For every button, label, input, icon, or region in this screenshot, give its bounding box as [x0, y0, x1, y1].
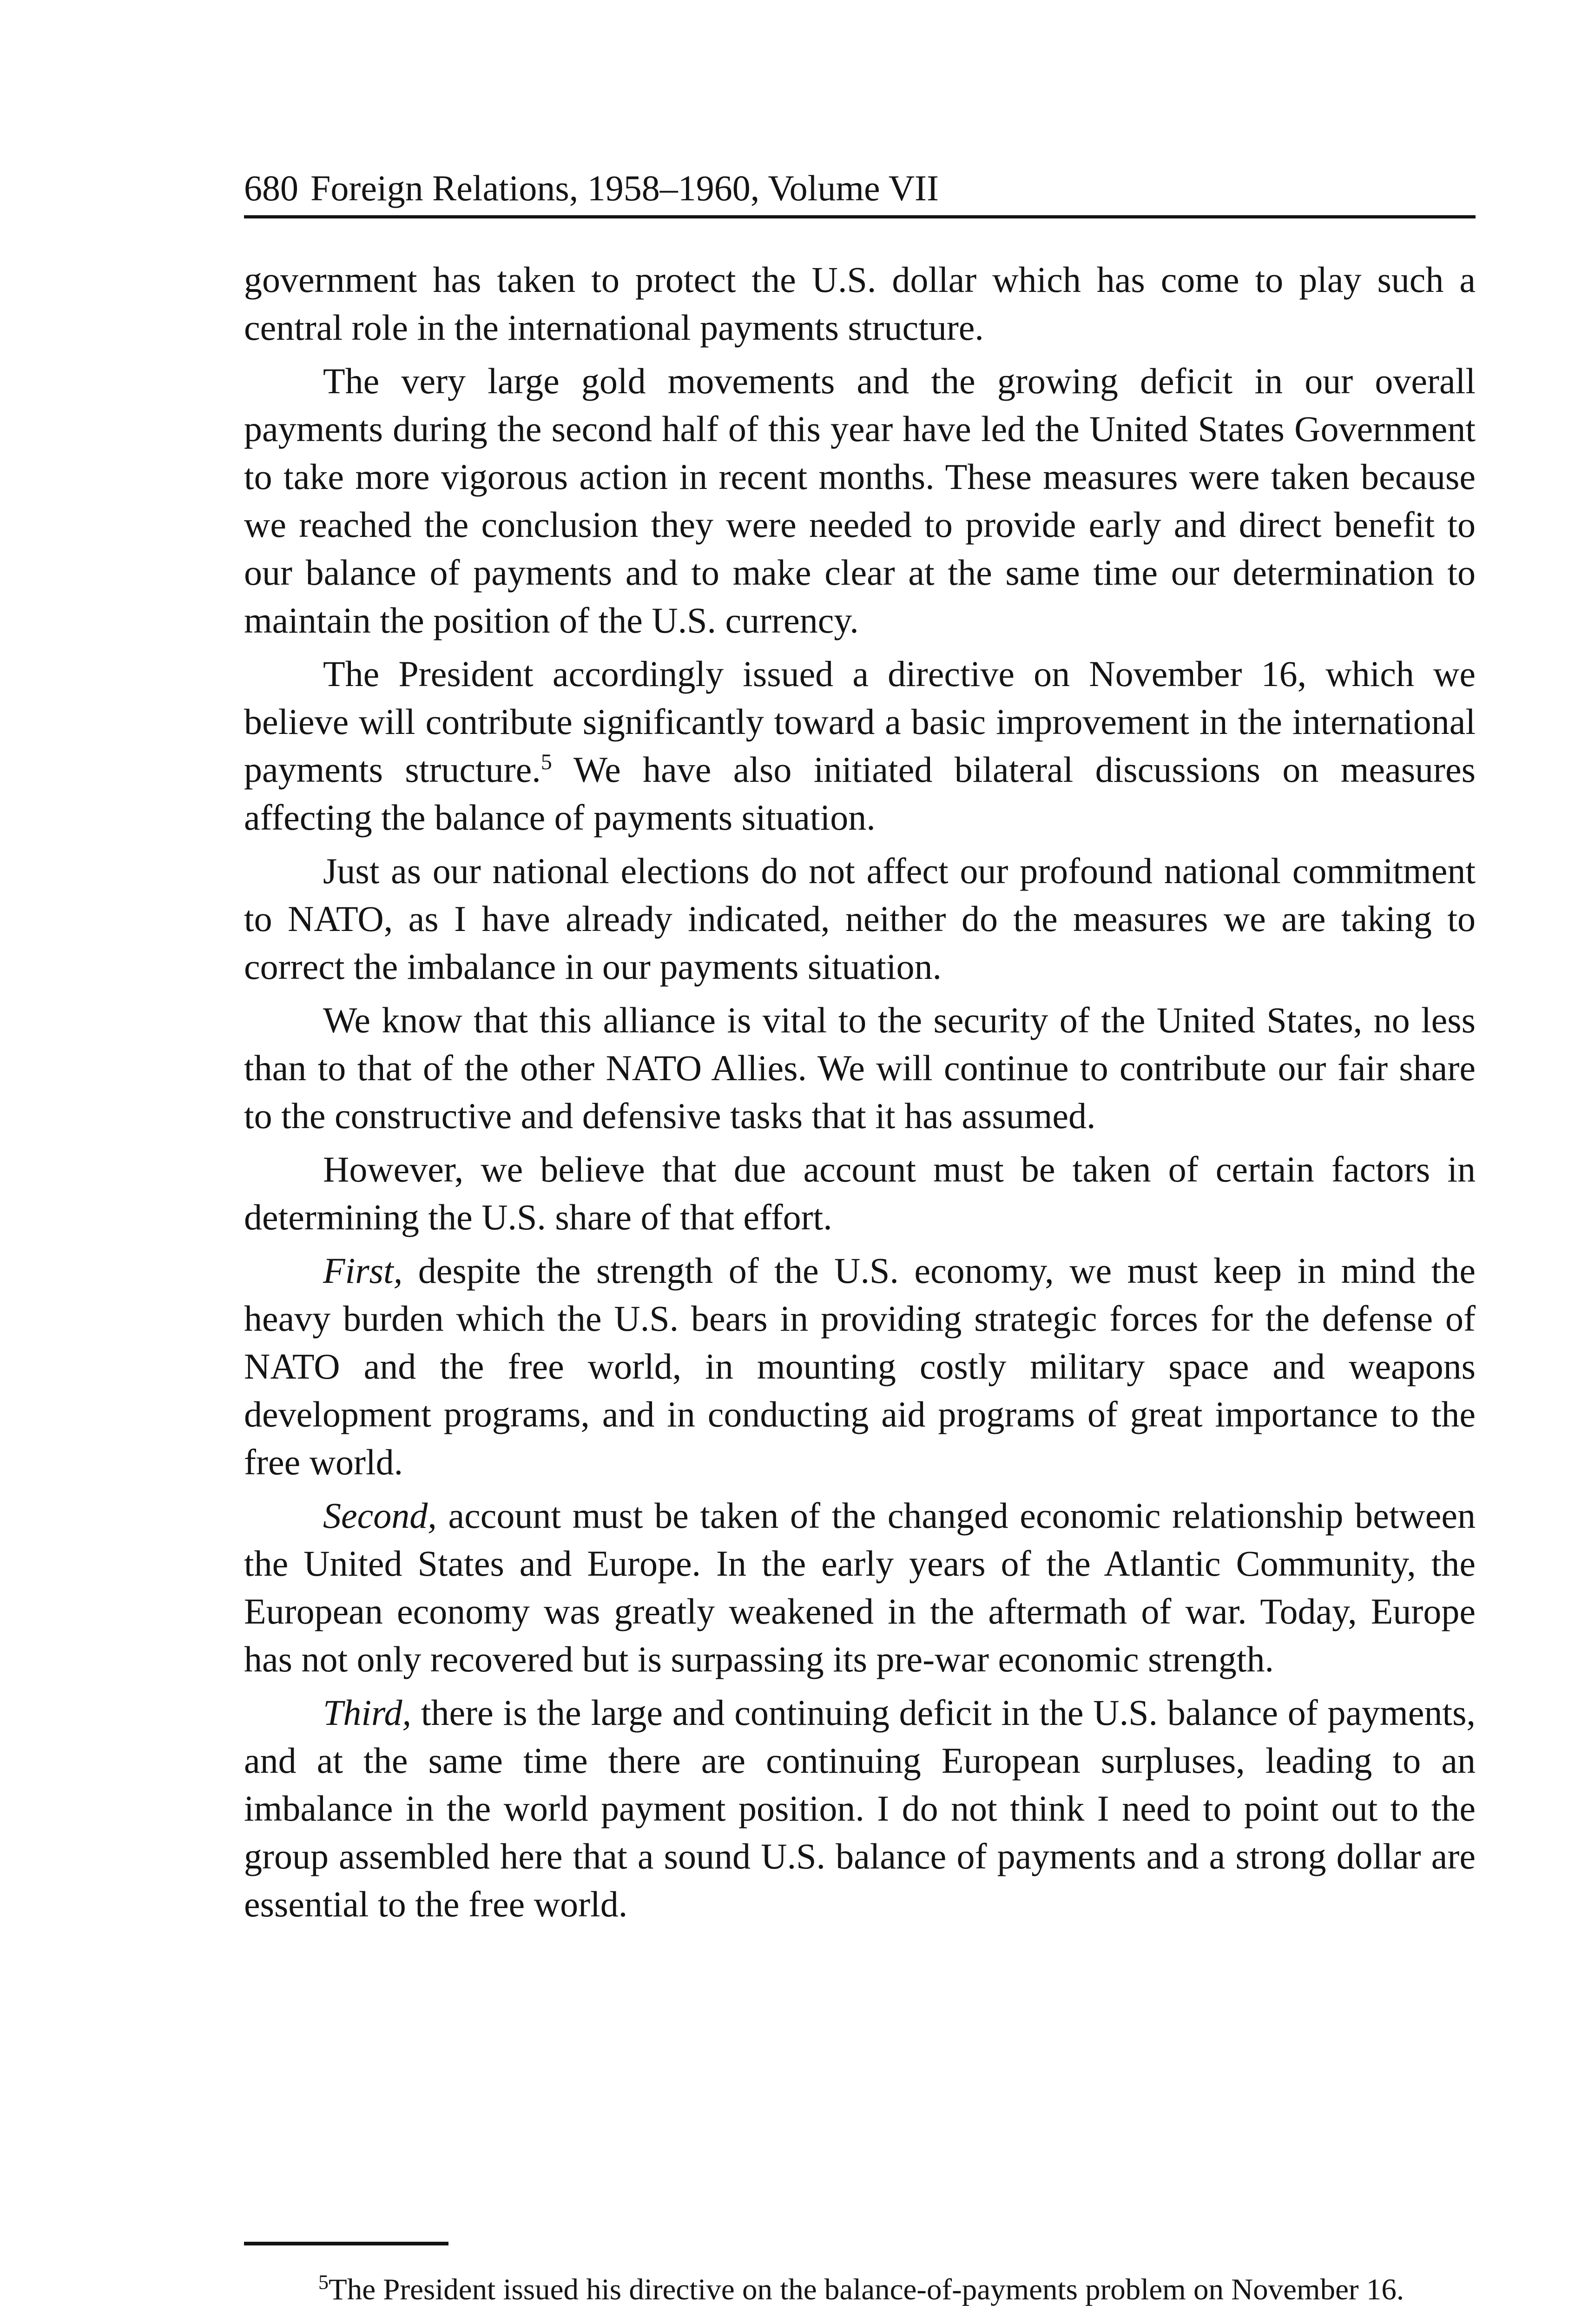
paragraph-text: despite the strength of the U.S. economy, we must keep in mind the heavy burden which the U.S. bears in providing strategic forces for the defense of NATO and the free world, in mounting costly military space and weapons development programs, and in conducting aid programs of great importance to the free world. — [244, 1250, 1476, 1482]
footnote — [244, 2268, 1476, 2311]
paragraph-lead: Second, — [323, 1495, 437, 1536]
paragraph-text: account must be taken of the changed economic relationship between the United States and Europe. In the early years of the Atlantic Community, the European economy was greatly weakened in the aftermath of war. Today, Europe has not only recovered but is surpassing its pre-war economic strength. — [244, 1495, 1476, 1679]
paragraph-text: The President accordingly issued a directive on November 16, which we believe will contribute significantly toward a basic improvement in the international payments structure. — [244, 654, 1476, 790]
paragraph-text: there is the large and continuing deficit in the U.S. balance of payments, and at the same time there are continuing European surpluses, leading to an imbalance in the world payment position. I do not think I need to point out to the group assembled here that a sound U.S. balance of payments and a strong dollar are essential to the free world. — [244, 1692, 1476, 1924]
paragraph: government has taken to protect the U.S. dollar which has come to play such a central role in the international payments structure. — [244, 259, 1476, 348]
paragraph: Just as our national elections do not affect our profound national commitment to NATO, as I have already indicated, neither do the measures we are taking to correct the imbalance in our payments situation. — [244, 851, 1476, 987]
header-rule — [244, 215, 1476, 218]
paragraph: The very large gold movements and the growing deficit in our overall payments during the second half of this year have led the United States Government to take more vigorous action in recent months. These measures were taken because we reached the conclusion they were needed to provide early and direct benefit to our balance of payments and to make clear at the same time our determination to maintain the position of the U.S. currency. — [244, 361, 1476, 640]
paragraph-lead: Third, — [323, 1692, 412, 1733]
footnote-rule — [244, 2242, 448, 2245]
page-content — [244, 165, 1476, 1934]
page-number: 680 — [244, 168, 298, 208]
body-text — [244, 256, 1476, 1928]
paragraph: However, we believe that due account must be taken of certain factors in determining the U.S. share of that effort. — [244, 1149, 1476, 1237]
footnote-text: The President issued his directive on the balance-of-payments problem on November 16. — [329, 2273, 1404, 2306]
paragraph — [244, 1247, 1476, 1486]
paragraph-lead: First, — [323, 1250, 403, 1291]
footnotes — [244, 2268, 1476, 2311]
paragraph — [244, 1492, 1476, 1683]
running-head — [244, 165, 1476, 211]
footnote-reference[interactable]: 5 — [540, 750, 552, 774]
paragraph — [244, 650, 1476, 841]
running-title: Foreign Relations, 1958–1960, Volume VII — [310, 168, 939, 208]
paragraph-text: We have also initiated bilateral discussions on measures affecting the balance of payments situation. — [244, 749, 1476, 838]
paragraph: We know that this alliance is vital to the security of the United States, no less than to that of the other NATO Allies. We will continue to contribute our fair share to the constructive and defensive tasks that it has assumed. — [244, 1000, 1476, 1136]
footnote-marker: 5 — [318, 2271, 329, 2294]
paragraph — [244, 1689, 1476, 1928]
